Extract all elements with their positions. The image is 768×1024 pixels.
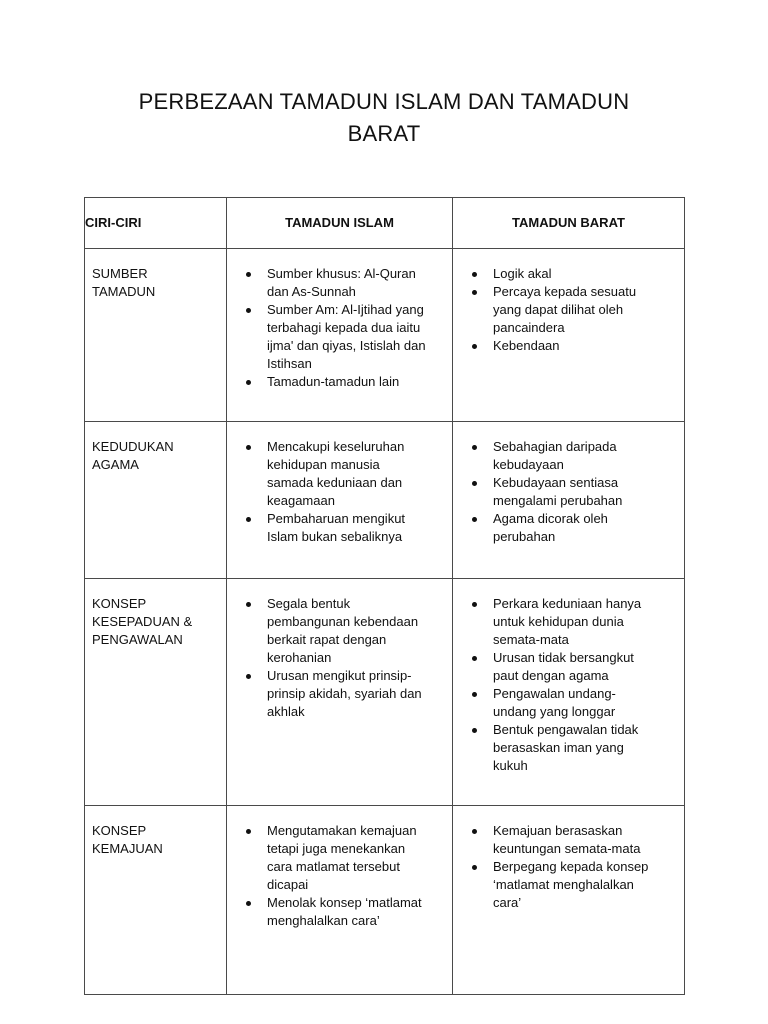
header-tamadun-barat: TAMADUN BARAT (453, 198, 685, 249)
list-item-text: Sumber Am: Al-Ijtihad yang terbahagi kepada dua iaitu ijma' dan qiyas, Istislah dan Istihsan (267, 302, 426, 371)
islam-bullet-list (227, 249, 452, 391)
list-item (469, 474, 678, 510)
list-item (469, 265, 678, 283)
row-label: SUMBER TAMADUN (92, 266, 156, 299)
table-row (85, 422, 685, 579)
islam-cell (227, 806, 453, 995)
bullet-icon (246, 308, 251, 313)
list-item (243, 438, 446, 510)
bullet-icon (472, 602, 477, 607)
list-item (469, 595, 678, 649)
bullet-icon (246, 445, 251, 450)
list-item-text: Kebendaan (493, 338, 560, 353)
list-item (243, 822, 446, 894)
title-line-1: PERBEZAAN TAMADUN ISLAM DAN TAMADUN BARAT (138, 89, 630, 146)
bullet-icon (246, 901, 251, 906)
bullet-icon (472, 865, 477, 870)
list-item-text: Tamadun-tamadun lain (267, 374, 400, 389)
list-item (243, 373, 446, 391)
bullet-icon (472, 517, 477, 522)
islam-bullet-list (227, 806, 452, 930)
table-row (85, 806, 685, 995)
barat-bullet-list (453, 422, 684, 546)
list-item (243, 301, 446, 373)
bullet-icon (472, 829, 477, 834)
list-item (469, 858, 678, 912)
list-item-text: Urusan tidak bersangkut paut dengan agama (493, 650, 634, 683)
list-item-text: Berpegang kepada konsep ‘matlamat menghalalkan cara’ (493, 859, 649, 910)
row-label-cell (85, 579, 227, 806)
bullet-icon (246, 272, 251, 277)
barat-bullet-list (453, 806, 684, 912)
list-item (469, 649, 678, 685)
list-item (243, 595, 446, 667)
list-item-text: Percaya kepada sesuatu yang dapat dilihat oleh pancaindera (493, 284, 637, 335)
row-label: KONSEP KEMAJUAN (92, 823, 163, 856)
list-item (469, 438, 678, 474)
document-title (100, 86, 668, 150)
list-item-text: Perkara keduniaan hanya untuk kehidupan dunia semata-mata (493, 596, 642, 647)
barat-cell (453, 806, 685, 995)
list-item (469, 337, 678, 355)
row-label: KEDUDUKAN AGAMA (92, 439, 174, 472)
barat-cell (453, 579, 685, 806)
list-item-text: Kemajuan berasaskan keuntungan semata-mata (493, 823, 641, 856)
list-item (243, 667, 446, 721)
table-row (85, 249, 685, 422)
list-item (469, 685, 678, 721)
list-item-text: Agama dicorak oleh perubahan (493, 511, 608, 544)
table-row (85, 579, 685, 806)
list-item (469, 283, 678, 337)
islam-bullet-list (227, 579, 452, 721)
bullet-icon (246, 829, 251, 834)
bullet-icon (246, 602, 251, 607)
comparison-table (84, 197, 685, 995)
bullet-icon (472, 445, 477, 450)
bullet-icon (472, 692, 477, 697)
list-item-text: Menolak konsep ‘matlamat menghalalkan cara’ (267, 895, 422, 928)
row-label-cell (85, 806, 227, 995)
list-item-text: Mencakupi keseluruhan kehidupan manusia samada keduniaan dan keagamaan (267, 439, 405, 508)
list-item-text: Sebahagian daripada kebudayaan (493, 439, 617, 472)
bullet-icon (472, 344, 477, 349)
islam-cell (227, 579, 453, 806)
list-item (469, 510, 678, 546)
bullet-icon (246, 380, 251, 385)
list-item-text: Pembaharuan mengikut Islam bukan sebaliknya (267, 511, 406, 544)
list-item-text: Urusan mengikut prinsip- prinsip akidah, syariah dan akhlak (267, 668, 422, 719)
bullet-icon (472, 290, 477, 295)
header-ciri-ciri: CIRI-CIRI (85, 198, 227, 249)
islam-cell (227, 249, 453, 422)
barat-bullet-list (453, 579, 684, 775)
bullet-icon (472, 728, 477, 733)
islam-cell (227, 422, 453, 579)
list-item (469, 721, 678, 775)
list-item-text: Sumber khusus: Al-Quran dan As-Sunnah (267, 266, 416, 299)
list-item (243, 265, 446, 301)
barat-cell (453, 249, 685, 422)
header-tamadun-islam: TAMADUN ISLAM (227, 198, 453, 249)
list-item (243, 894, 446, 930)
islam-bullet-list (227, 422, 452, 546)
list-item-text: Mengutamakan kemajuan tetapi juga menekankan cara matlamat tersebut dicapai (267, 823, 417, 892)
row-label: KONSEP KESEPADUAN & PENGAWALAN (92, 596, 193, 647)
list-item-text: Pengawalan undang- undang yang longgar (493, 686, 616, 719)
barat-cell (453, 422, 685, 579)
barat-bullet-list (453, 249, 684, 355)
list-item-text: Bentuk pengawalan tidak berasaskan iman yang kukuh (493, 722, 639, 773)
bullet-icon (246, 674, 251, 679)
bullet-icon (472, 272, 477, 277)
list-item-text: Segala bentuk pembangunan kebendaan berkait rapat dengan kerohanian (267, 596, 419, 665)
row-label-cell (85, 422, 227, 579)
list-item (469, 822, 678, 858)
list-item-text: Kebudayaan sentiasa mengalami perubahan (493, 475, 623, 508)
table-header-row (85, 198, 685, 249)
bullet-icon (472, 656, 477, 661)
bullet-icon (472, 481, 477, 486)
row-label-cell (85, 249, 227, 422)
list-item-text: Logik akal (493, 266, 552, 281)
list-item (243, 510, 446, 546)
bullet-icon (246, 517, 251, 522)
